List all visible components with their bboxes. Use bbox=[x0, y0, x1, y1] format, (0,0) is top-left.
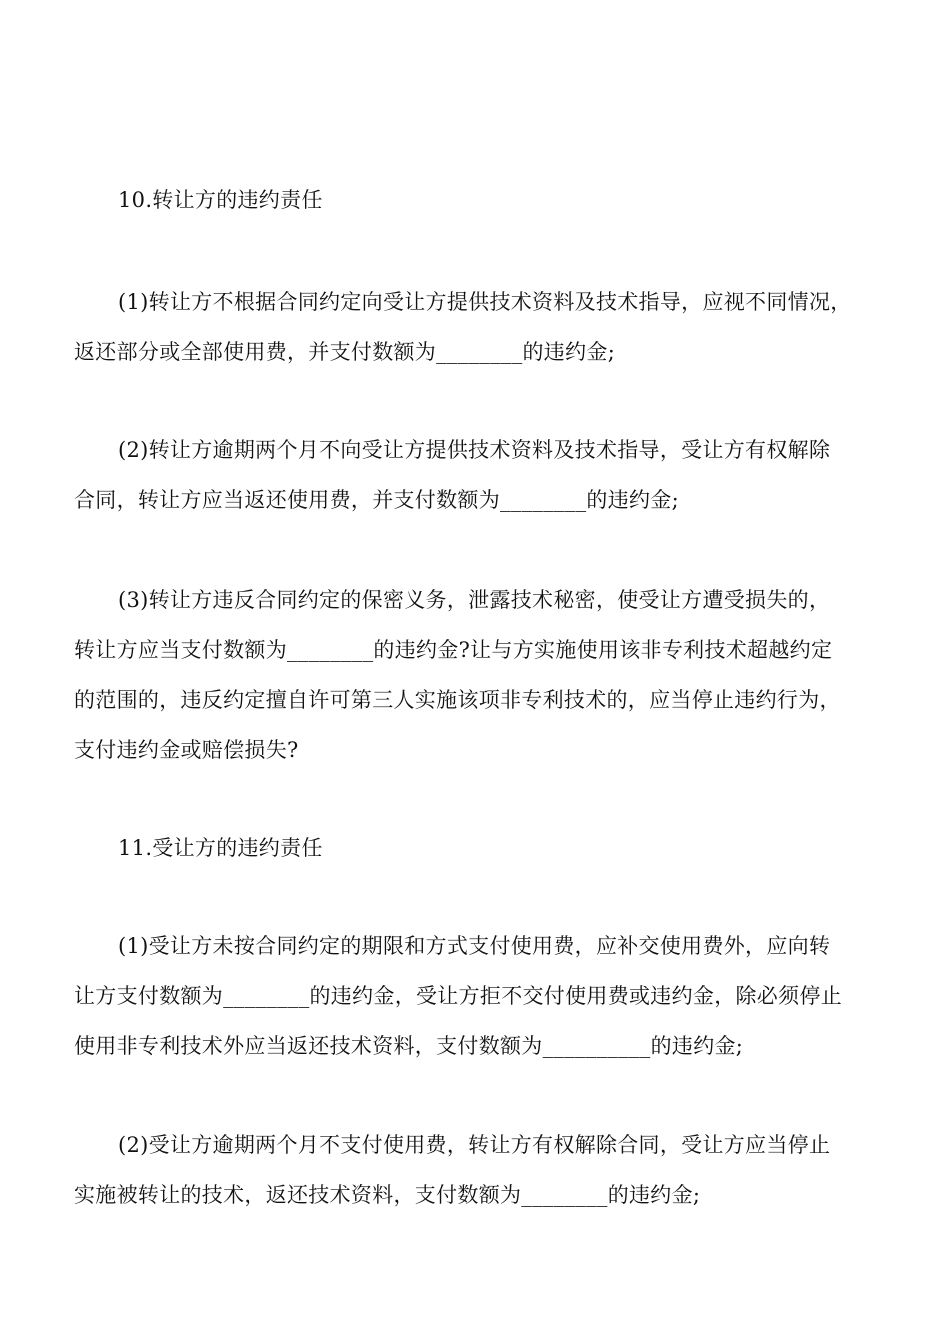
paragraph-line: 使用非专利技术外应当返还技术资料，支付数额为__________的违约金; bbox=[74, 1034, 744, 1058]
paragraph-line: (1)受让方未按合同约定的期限和方式支付使用费，应补交使用费外，应向转 bbox=[118, 934, 831, 958]
section-11-heading: 11.受让方的违约责任 bbox=[118, 836, 323, 860]
paragraph-line: 转让方应当支付数额为________的违约金?让与方实施使用该非专利技术超越约定 bbox=[74, 638, 833, 662]
section-10-paragraph-1 bbox=[74, 277, 884, 377]
section-11-paragraph-2 bbox=[74, 1120, 884, 1220]
paragraph-line: (3)转让方违反合同约定的保密义务，泄露技术秘密，使受让方遭受损失的， bbox=[118, 588, 831, 612]
paragraph-line: (2)转让方逾期两个月不向受让方提供技术资料及技术指导，受让方有权解除 bbox=[118, 438, 831, 462]
section-10-paragraph-2 bbox=[74, 425, 884, 525]
paragraph-line: 返还部分或全部使用费，并支付数额为________的违约金; bbox=[74, 340, 616, 364]
paragraph-line: 合同，转让方应当返还使用费，并支付数额为________的违约金; bbox=[74, 488, 679, 512]
paragraph-line: 的范围的，违反约定擅自许可第三人实施该项非专利技术的，应当停止违约行为， bbox=[74, 688, 841, 712]
section-10-heading: 10.转让方的违约责任 bbox=[118, 188, 323, 212]
paragraph-line: 实施被转让的技术，返还技术资料，支付数额为________的违约金; bbox=[74, 1183, 701, 1207]
section-11-paragraph-1 bbox=[74, 921, 884, 1071]
paragraph-line: 支付违约金或赔偿损失? bbox=[74, 738, 299, 762]
paragraph-line: 让方支付数额为________的违约金，受让方拒不交付使用费或违约金，除必须停止 bbox=[74, 984, 842, 1008]
paragraph-line: (1)转让方不根据合同约定向受让方提供技术资料及技术指导，应视不同情况， bbox=[118, 290, 852, 314]
paragraph-line: (2)受让方逾期两个月不支付使用费，转让方有权解除合同，受让方应当停止 bbox=[118, 1133, 831, 1157]
section-10-paragraph-3 bbox=[74, 575, 884, 775]
